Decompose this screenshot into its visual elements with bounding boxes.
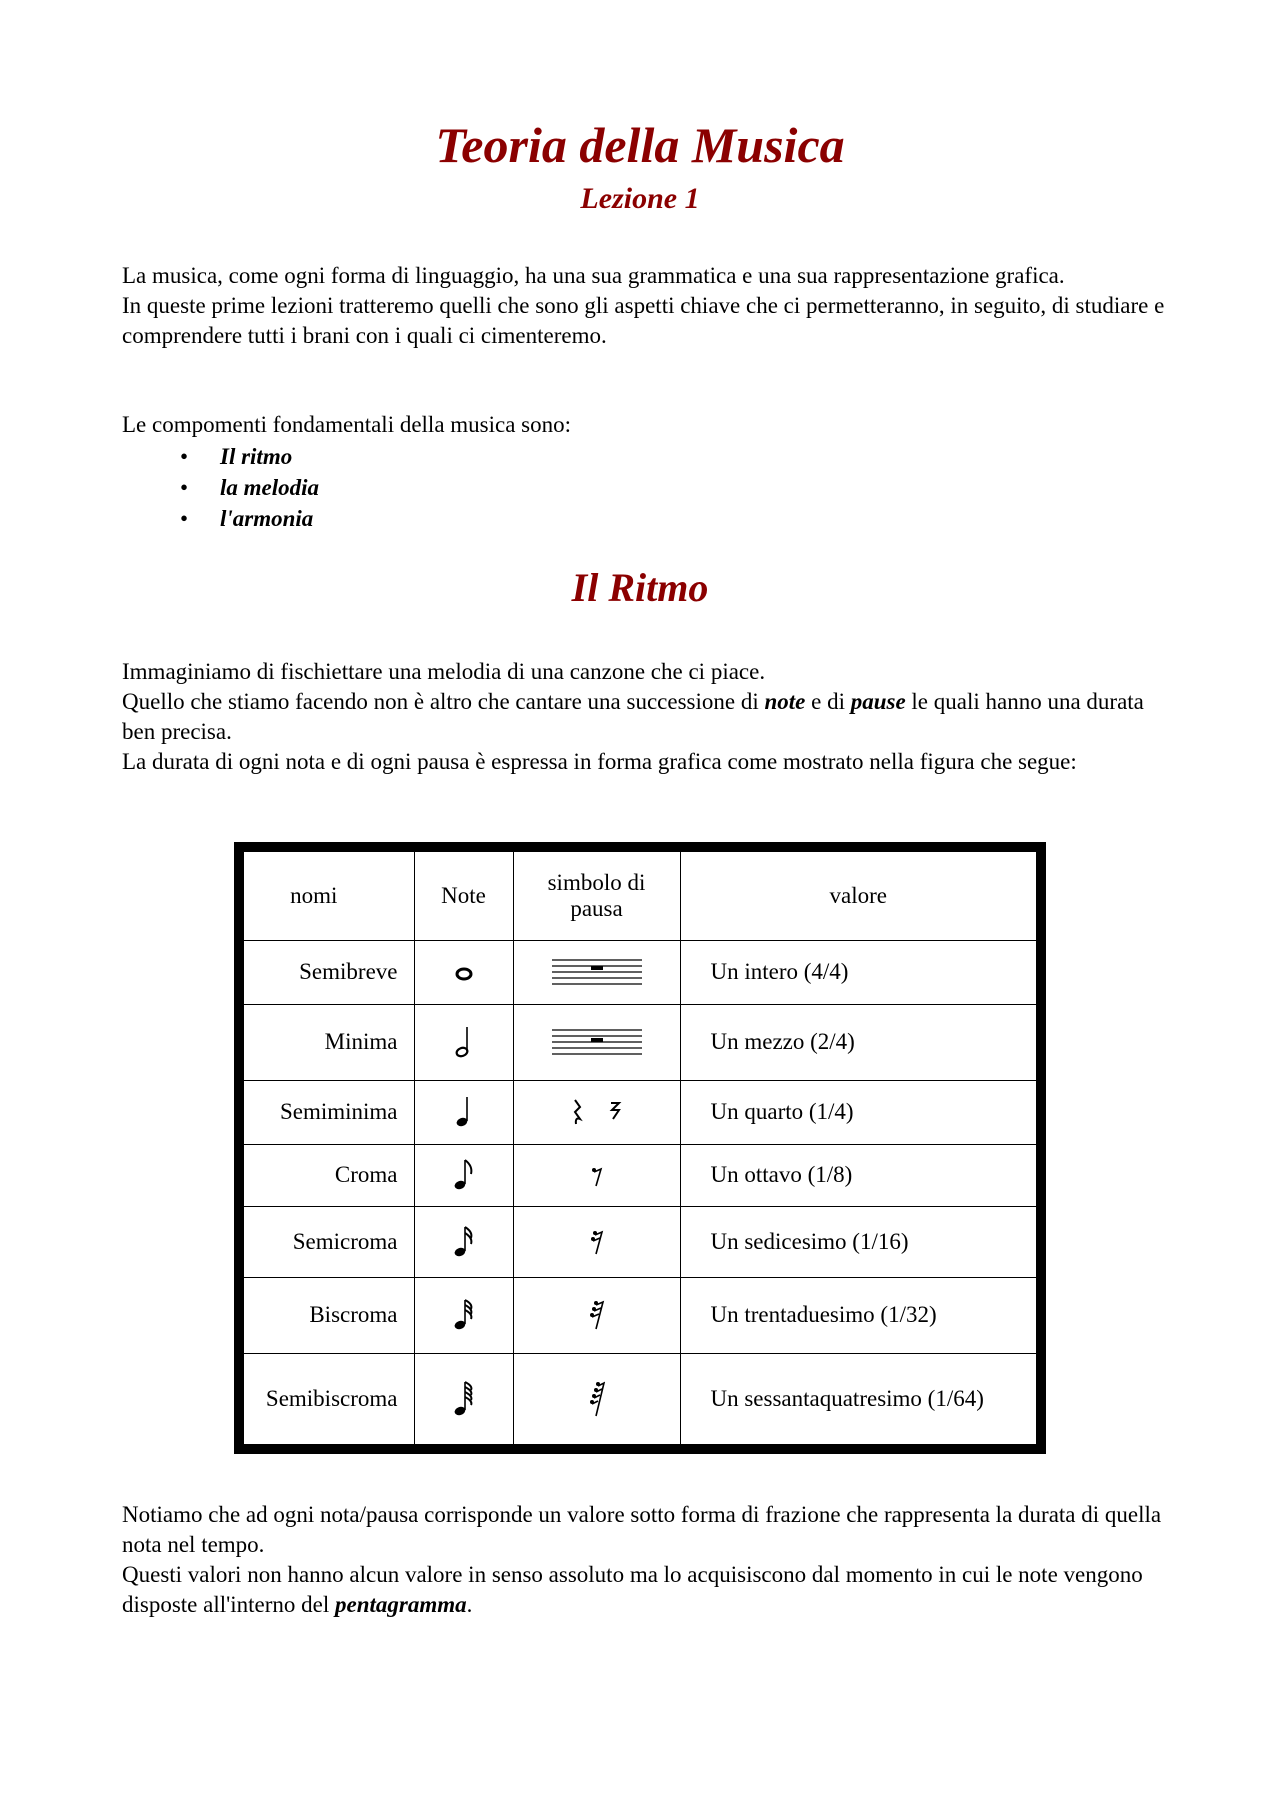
list-item: • la melodia <box>180 472 319 503</box>
closing-paragraph-1: Notiamo che ad ogni nota/pausa corrisponde un valore sotto forma di frazione che rappresenta la durata di quella nota nel tempo. <box>122 1502 1162 1557</box>
page-title: Teoria della Musica <box>435 117 845 173</box>
table-row <box>244 1144 1036 1206</box>
note-value: Un ottavo (1/8) <box>680 1144 1036 1206</box>
table-row <box>244 1206 1036 1277</box>
intro-text <box>122 261 1182 351</box>
note-value: Un mezzo (2/4) <box>680 1004 1036 1080</box>
note-values-table <box>234 842 1046 1454</box>
list-item: • l'armonia <box>180 503 319 534</box>
table-header-row <box>244 852 1036 940</box>
rhythm-paragraph-2: Quello che stiamo facendo non è altro che cantare una successione di note e di pause le quali hanno una durata ben precisa. <box>122 689 1144 744</box>
note-name: Semicroma <box>244 1206 414 1277</box>
components-list <box>180 441 319 534</box>
note-value: Un intero (4/4) <box>680 940 1036 1004</box>
closing-text <box>122 1500 1182 1620</box>
note-name: Biscroma <box>244 1277 414 1353</box>
thirty-second-rest-icon <box>513 1277 680 1353</box>
table-row <box>244 1080 1036 1144</box>
header-note: Note <box>414 852 513 940</box>
whole-note-icon <box>414 940 513 1004</box>
intro-paragraph-1: La musica, come ogni forma di linguaggio, ha una sua grammatica e una sua rappresentazione grafica. <box>122 263 1065 288</box>
list-item: • Il ritmo <box>180 441 319 472</box>
table-row <box>244 940 1036 1004</box>
quarter-rest-icon <box>513 1080 680 1144</box>
eighth-note-icon <box>414 1144 513 1206</box>
sixty-fourth-rest-icon <box>513 1353 680 1444</box>
rhythm-paragraph-3: La durata di ogni nota e di ogni pausa è espressa in forma grafica come mostrato nella figura che segue: <box>122 749 1077 774</box>
rhythm-paragraph-1: Immaginiamo di fischiettare una melodia di una canzone che ci piace. <box>122 659 766 684</box>
whole-rest-icon <box>513 940 680 1004</box>
note-value: Un trentaduesimo (1/32) <box>680 1277 1036 1353</box>
thirty-second-note-icon <box>414 1277 513 1353</box>
rhythm-text <box>122 657 1182 777</box>
bullet-icon: • <box>180 475 189 500</box>
note-value: Un quarto (1/4) <box>680 1080 1036 1144</box>
bullet-icon: • <box>180 506 189 531</box>
page-subtitle: Lezione 1 <box>580 182 700 215</box>
note-value: Un sessantaquatresimo (1/64) <box>680 1353 1036 1444</box>
header-name: nomi <box>244 852 414 940</box>
note-name: Semibiscroma <box>244 1353 414 1444</box>
sixteenth-note-icon <box>414 1206 513 1277</box>
eighth-rest-icon <box>513 1144 680 1206</box>
note-name: Croma <box>244 1144 414 1206</box>
section-title: Il Ritmo <box>571 565 709 610</box>
sixteenth-rest-icon <box>513 1206 680 1277</box>
note-name: Semiminima <box>244 1080 414 1144</box>
closing-paragraph-2: Questi valori non hanno alcun valore in senso assoluto ma lo acquisiscono dal momento in cui le note vengono disposte all'interno del pentagramma. <box>122 1562 1143 1617</box>
table-row <box>244 1353 1036 1444</box>
intro-paragraph-2: In queste prime lezioni tratteremo quelli che sono gli aspetti chiave che ci permetteranno, in seguito, di studiare e comprendere tutti i brani con i quali ci cimenteremo. <box>122 293 1165 348</box>
components-intro: Le compomenti fondamentali della musica sono: <box>122 412 572 437</box>
sixty-fourth-note-icon <box>414 1353 513 1444</box>
table-row <box>244 1277 1036 1353</box>
half-note-icon <box>414 1004 513 1080</box>
table-row <box>244 1004 1036 1080</box>
bullet-icon: • <box>180 444 189 469</box>
note-name: Minima <box>244 1004 414 1080</box>
header-rest: simbolo di pausa <box>513 852 680 940</box>
header-value: valore <box>680 852 1036 940</box>
note-value: Un sedicesimo (1/16) <box>680 1206 1036 1277</box>
quarter-note-icon <box>414 1080 513 1144</box>
half-rest-icon <box>513 1004 680 1080</box>
note-name: Semibreve <box>244 940 414 1004</box>
